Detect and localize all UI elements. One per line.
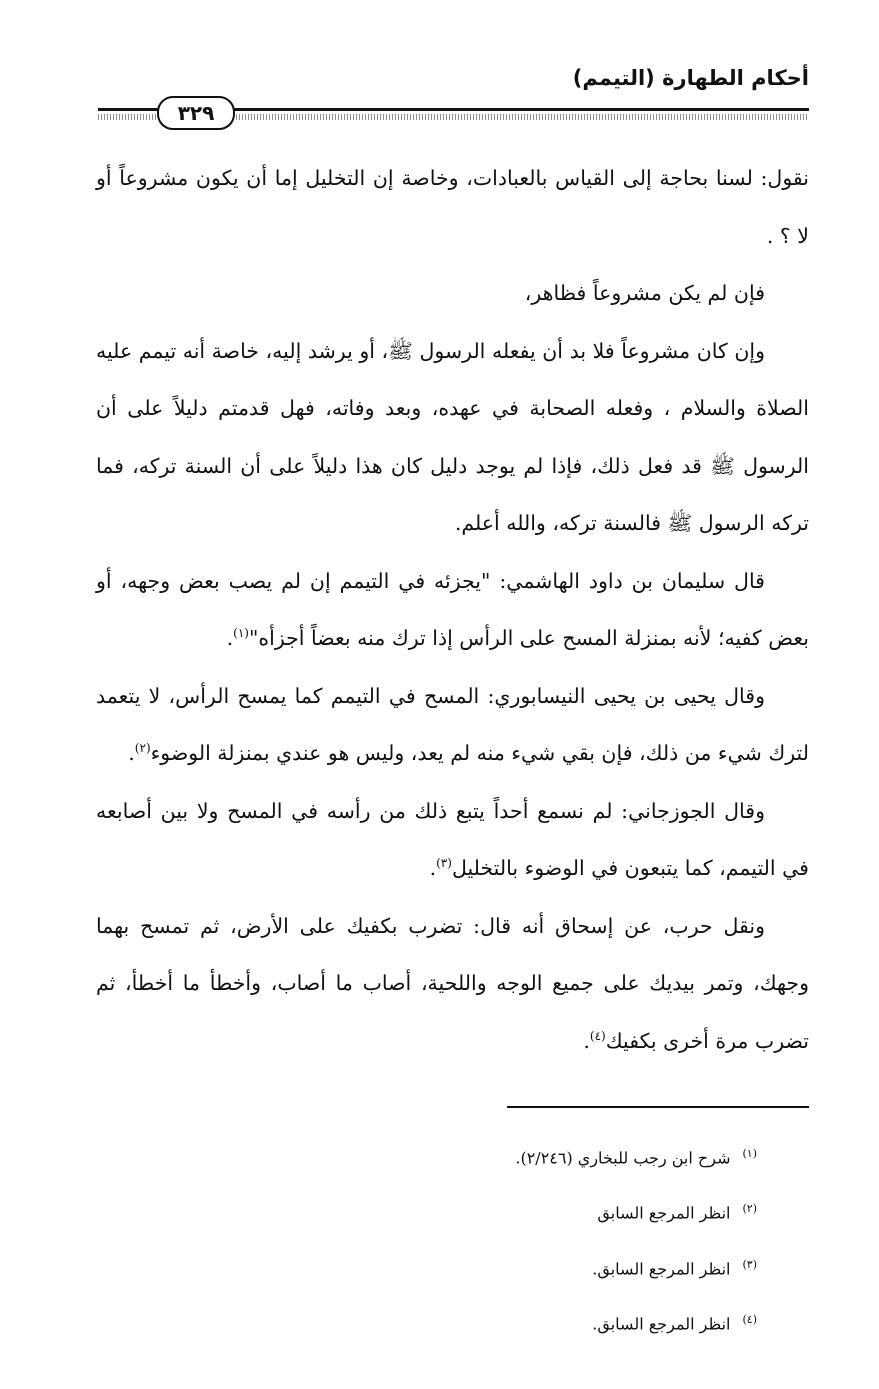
footnote-3: [515, 1239, 757, 1294]
footnote-mark: (٢): [742, 1202, 757, 1216]
footnote-mark: (٤): [742, 1312, 757, 1326]
footnote-separator: [507, 1106, 809, 1108]
footnote-mark: (١): [742, 1147, 757, 1160]
footnote-ref-3[interactable]: (٣): [436, 856, 452, 871]
footnote-text: انظر المرجع السابق.: [592, 1258, 731, 1278]
paragraph-2: فإن لم يكن مشروعاً فظاهر،: [524, 281, 765, 305]
paragraph-3: وإن كان مشروعاً فلا بد أن يفعله الرسول ﷺ، أو يرشد إليه، خاصة أنه تيمم عليه الصلاة والسلام ، وفعله الصحابة في عهده، وبعد وفاته، فهل قدمتم دليلاً على أن الرسول ﷺ قد فعل ذلك، فإذا لم يوجد دليل كان هذا دليلاً على أن السنة تركه، فما تركه الرسول ﷺ فالسنة تركه، والله أعلم.: [96, 338, 809, 535]
running-header-title: أحكام الطهارة (التيمم): [572, 66, 809, 90]
footnote-ref-4[interactable]: (٤): [589, 1028, 606, 1043]
paragraph-5: وقال يحيى بن يحيى النيسابوري: المسح في التيمم كما يمسح الرأس، لا يتعمد لترك شيء من ذلك، فإن بقي شيء منه لم يعد، وليس هو عندي بمنزلة الوضوء$^{(٢)}$.: [96, 683, 809, 765]
footnote-ref-1[interactable]: (١): [233, 626, 249, 641]
footnote-ref-2[interactable]: (٢): [134, 741, 151, 756]
paragraph-1: نقول: لسنا بحاجة إلى القياس بالعبادات، وخاصة إن التخليل إما أن يكون مشروعاً أو لا ؟ .: [96, 166, 809, 248]
footnote-4: [515, 1294, 757, 1349]
footnote-text: شرح ابن رجب للبخاري (٢/٢٤٦).: [515, 1148, 731, 1168]
footnote-1: [515, 1128, 757, 1183]
footnote-text: انظر المرجع السابق: [597, 1203, 731, 1223]
paragraph-4: قال سليمان بن داود الهاشمي: "يجزئه في التيمم إن لم يصب بعض وجهه، أو بعض كفيه؛ لأنه بمنزلة المسح على الرأس إذا ترك منه بعضاً أجزأه"$^{(١)}$.: [96, 568, 809, 650]
main-text: [96, 150, 809, 1070]
footnote-2: [515, 1183, 757, 1238]
paragraph-7: ونقل حرب، عن إسحاق أنه قال: تضرب بكفيك على الأرض، ثم تمسح بهما وجهك، وتمر بيديك على جميع الوجه واللحية، أصاب ما أصاب، وأخطأ ما أخطأ، ثم تضرب مرة أخرى بكفيك$^{(٤)}$.: [96, 913, 809, 1053]
footnote-text: انظر المرجع السابق.: [592, 1314, 731, 1334]
footnote-mark: (٣): [742, 1257, 757, 1271]
paragraph-6: وقال الجوزجاني: لم نسمع أحداً يتبع ذلك من رأسه في المسح ولا بين أصابعه في التيمم، كما يتبعون في الوضوء بالتخليل$^{(٣)}$.: [96, 798, 809, 880]
page-number-badge: ٣٢٩: [157, 96, 235, 130]
footnotes: [515, 1128, 757, 1349]
